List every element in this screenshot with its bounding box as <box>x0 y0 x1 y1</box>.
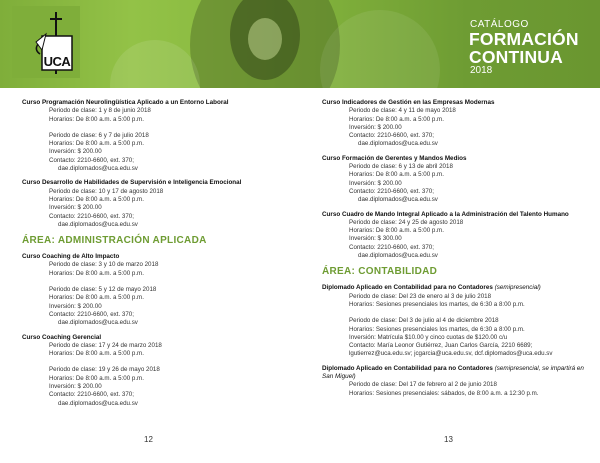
course-line: Horarios: De 8:00 a.m. a 5:00 p.m. <box>349 171 444 179</box>
header-banner <box>0 0 600 88</box>
photo-shoulder <box>320 10 440 88</box>
photo-person-face <box>248 18 282 60</box>
title-line-2: CONTINUA <box>469 47 563 67</box>
course-block <box>22 253 292 327</box>
course-title-text: Diplomado Aplicado en Contabilidad para no Contadores <box>322 284 493 292</box>
course-line: Inversión: Matrícula $10.00 y cinco cuotas de $120.00 c/u <box>349 333 508 341</box>
area-heading: ÁREA: ADMINISTRACIÓN APLICADA <box>22 235 207 247</box>
course-line: Periodo de clase: 3 y 10 de marzo 2018 <box>49 261 159 269</box>
course-block <box>322 284 592 358</box>
course-line: Horarios: De 8:00 a.m. a 5:00 p.m. <box>49 195 144 203</box>
course-line: Periodo de clase: Del 23 de enero al 3 de julio 2018 <box>349 292 492 300</box>
course-line: Horarios: De 8:00 a.m. a 5:00 p.m. <box>49 374 144 382</box>
course-line: Horarios: Sesiones presenciales: sábados, de 8:00 a.m. a 12:30 p.m. <box>349 389 539 397</box>
course-title: Curso Programación Neurolingüística Aplicado a un Entorno Laboral <box>22 99 229 106</box>
course-block <box>22 334 292 408</box>
course-block <box>322 365 592 398</box>
course-line: Horarios: De 8:00 a.m. a 5:00 p.m. <box>349 115 444 123</box>
course-email: dae.diplomados@uca.edu.sv <box>358 196 438 204</box>
course-email: dae.diplomados@uca.edu.sv <box>358 140 438 148</box>
catalog-label: CATÁLOGO <box>470 19 529 30</box>
right-column <box>322 99 592 404</box>
uca-logo <box>12 6 80 78</box>
course-line: Inversión: $ 200.00 <box>349 123 402 131</box>
course-line: Contacto: 2210-6600, ext. 370; <box>349 187 434 195</box>
course-title: Curso Coaching Gerencial <box>22 333 102 341</box>
course-line: Inversión: $ 200.00 <box>49 302 102 310</box>
course-title-note: (semipresencial) <box>494 284 541 292</box>
course-line: Horarios: Sesiones presenciales los martes, de 6:30 a 8:00 p.m. <box>349 300 525 308</box>
course-line: Contacto: 2210-6600, ext. 370; <box>49 212 134 220</box>
course-email: dae.diplomados@uca.edu.sv <box>358 252 438 260</box>
course-line: Periodo de clase: 4 y 11 de mayo 2018 <box>349 107 456 115</box>
course-line: Periodo de clase: 6 y 7 de julio 2018 <box>49 131 149 139</box>
course-block <box>322 155 592 205</box>
course-block <box>22 179 292 229</box>
course-line: Contacto: 2210-6600, ext. 370; <box>49 310 134 318</box>
course-title: Curso Coaching de Alto Impacto <box>22 253 120 261</box>
year-label: 2018 <box>470 65 493 76</box>
course-email: dae.diplomados@uca.edu.sv <box>58 165 138 173</box>
course-line: Periodo de clase: 19 y 26 de mayo 2018 <box>49 366 160 374</box>
course-line: Inversión: $ 200.00 <box>49 148 102 156</box>
course-line: Periodo de clase: 10 y 17 de agosto 2018 <box>49 187 164 195</box>
course-email: lgutierrez@uca.edu.sv; jcgarcia@uca.edu.sv, dcf.diplomados@uca.edu.sv <box>349 350 553 358</box>
course-title: Curso Formación de Gerentes y Mandos Medios <box>322 154 467 162</box>
course-title: Curso Cuadro de Mando Integral Aplicado a la Administración del Talento Humano <box>322 210 569 218</box>
course-line: Horarios: De 8:00 a.m. a 5:00 p.m. <box>49 269 144 277</box>
course-line: Contacto: 2210-6600, ext. 370; <box>349 132 434 140</box>
course-line: Contacto: 2210-6600, ext. 370; <box>49 156 134 164</box>
course-line: Periodo de clase: 5 y 12 de mayo 2018 <box>49 286 157 294</box>
course-line: Periodo de clase: 24 y 25 de agosto 2018 <box>349 218 464 226</box>
course-line: Horarios: De 8:00 a.m. a 5:00 p.m. <box>49 140 144 148</box>
course-line: Contacto: 2210-6600, ext. 370; <box>49 391 134 399</box>
course-line: Periodo de clase: 17 y 24 de marzo 2018 <box>49 341 162 349</box>
course-title-text: Diplomado Aplicado en Contabilidad para no Contadores <box>322 364 493 372</box>
course-title <box>322 365 592 382</box>
course-line: Inversión: $ 200.00 <box>49 383 102 391</box>
svg-text:UCA: UCA <box>43 54 71 69</box>
title-line-1: FORMACIÓN <box>469 29 579 49</box>
area-heading: ÁREA: CONTABILIDAD <box>322 266 438 278</box>
photo-shoulder-2 <box>110 40 200 88</box>
course-line: Periodo de clase: 1 y 8 de junio 2018 <box>49 107 151 115</box>
course-block <box>22 99 292 173</box>
left-column <box>22 99 292 414</box>
course-title: Curso Desarrollo de Habilidades de Supervisión e Inteligencia Emocional <box>22 179 242 187</box>
course-email: dae.diplomados@uca.edu.sv <box>58 220 138 228</box>
page-number-right: 13 <box>444 435 453 444</box>
course-line: Horarios: De 8:00 a.m. a 5:00 p.m. <box>49 350 144 358</box>
course-line: Inversión: $ 200.00 <box>49 204 102 212</box>
course-line: Periodo de clase: 6 y 13 de abril 2018 <box>349 163 453 171</box>
course-title: Curso Indicadores de Gestión en las Empresas Modernas <box>322 99 495 106</box>
course-line: Horarios: De 8:00 a.m. a 5:00 p.m. <box>349 227 444 235</box>
course-title-note: (semipresencial, se impartirá en San Miguel) <box>322 364 584 381</box>
course-line: Horarios: De 8:00 a.m. a 5:00 p.m. <box>49 115 144 123</box>
course-block <box>322 211 592 261</box>
course-line: Contacto: 2210-6600, ext. 370; <box>349 243 434 251</box>
course-block <box>322 99 592 149</box>
course-email: dae.diplomados@uca.edu.sv <box>58 399 138 407</box>
course-title <box>322 284 592 292</box>
course-line: Contacto: María Leonor Gutiérrez, Juan Carlos García, 2210 6689; <box>349 342 533 350</box>
course-line: Inversión: $ 300.00 <box>349 235 402 243</box>
course-email: dae.diplomados@uca.edu.sv <box>58 319 138 327</box>
course-line: Horarios: Sesiones presenciales los martes, de 6:30 a 8:00 p.m. <box>349 325 525 333</box>
page-number-left: 12 <box>144 435 153 444</box>
course-line: Periodo de clase: Del 17 de febrero al 2 de junio 2018 <box>349 381 497 389</box>
course-line: Periodo de clase: Del 3 de julio al 4 de diciembre 2018 <box>349 317 499 325</box>
course-line: Inversión: $ 200.00 <box>349 179 402 187</box>
course-line: Horarios: De 8:00 a.m. a 5:00 p.m. <box>49 294 144 302</box>
